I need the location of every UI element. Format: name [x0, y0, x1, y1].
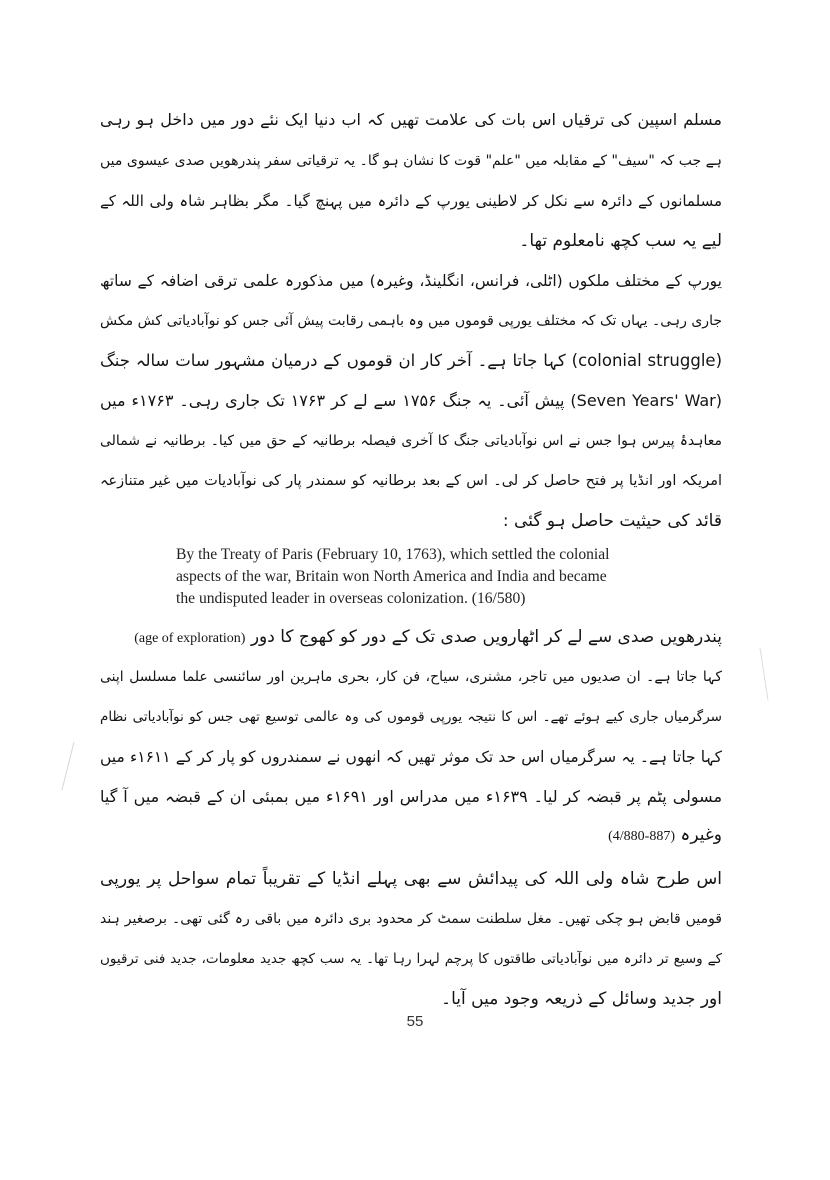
paragraph-2-line-3: (colonial struggle) کہا جاتا ہے۔ آخر کار ان قوموں کے درمیان مشہور سات سالہ جنگ [100, 351, 722, 370]
paragraph-3-line-6 [608, 818, 722, 852]
paragraph-2-line-7: قائد کی حیثیت حاصل ہو گئی : [502, 511, 722, 531]
paragraph-4-line-2: قومیں قابض ہو چکی تھیں۔ مغل سلطنت سمٹ کر محدود بری دائرہ میں باقی رہ گئی تھی۔ برصغیر ہند [100, 911, 722, 927]
english-quotation [176, 544, 736, 610]
paragraph-2-line-6: امریکہ اور انڈیا پر فتح حاصل کر لی۔ اس کے بعد برطانیہ کو سمندر پار کی نوآبادیات میں غیر متنازعہ [100, 473, 722, 489]
paragraph-2-line-2: جاری رہی۔ یہاں تک کہ مختلف یورپی قوموں میں وہ باہمی رقابت پیش آئی جس کو نوآبادیاتی کش مکش [100, 313, 722, 329]
quotation-line-2: aspects of the war, Britain won North America and India and became [176, 568, 607, 585]
paragraph-3-line-5: مسولی پٹم پر قبضہ کر لیا۔ ۱۶۳۹ء میں مدراس اور ۱۶۹۱ء میں بمبئی ان کے قبضہ میں آ گیا [100, 787, 723, 806]
scan-mark-left [62, 742, 74, 790]
paragraph-3-line-6-text: وغیرہ [680, 825, 722, 845]
paragraph-1-line-4: لیے یہ سب کچھ نامعلوم تھا۔ [519, 231, 722, 251]
quotation-line-1: By the Treaty of Paris (February 10, 1763), which settled the colonial [176, 546, 610, 563]
quotation-line-3: the undisputed leader in overseas colonization. (16/580) [176, 590, 526, 607]
paragraph-3-line-4: کہا جاتا ہے۔ یہ سرگرمیاں اس حد تک موثر تھیں کہ انھوں نے سمندروں کو پار کر کے ۱۶۱۱ء میں [100, 748, 722, 766]
paragraph-2-line-5: معاہدۂ پیرس ہوا جس نے اس نوآبادیاتی جنگ کا آخری فیصلہ برطانیہ کے حق میں کیا۔ برطانیہ نے شمالی [100, 433, 722, 449]
paragraph-1-line-1: مسلم اسپین کی ترقیاں اس بات کی علامت تھیں کہ اب دنیا ایک نئے دور میں داخل ہو رہی [100, 110, 722, 129]
paragraph-1-line-2: ہے جب کہ "سیف" کے مقابلہ میں "علم" قوت کا نشان ہو گا۔ یہ ترقیاتی سفر پندرھویں صدی عیسوی میں [100, 153, 722, 169]
paragraph-2-line-4: (Seven Years' War) پیش آئی۔ یہ جنگ ۱۷۵۶ سے لے کر ۱۷۶۳ تک جاری رہی۔ ۱۷۶۳ء میں [100, 391, 722, 410]
paragraph-4-line-4: اور جدید وسائل کے ذریعہ وجود میں آیا۔ [441, 989, 722, 1009]
paragraph-1-line-3: مسلمانوں کے دائرہ سے نکل کر لاطینی یورپ کے دائرہ میں پہنچ گیا۔ مگر بظاہر شاہ ولی اللہ کے [100, 192, 722, 210]
paragraph-3-line-2: کہا جاتا ہے۔ ان صدیوں میں تاجر، مشنری، سیاح، فن کار، بحری ماہرین اور سائنسی علما مسلسل اپنی [100, 669, 722, 685]
age-of-exploration-term: (age of exploration) [134, 631, 246, 646]
scan-mark-right [760, 648, 768, 700]
paragraph-4-line-1: اس طرح شاہ ولی اللہ کی پیدائش سے بھی پہلے انڈیا کے تقریباً تمام سواحل پر یورپی [100, 869, 722, 889]
paragraph-4-line-3: کے وسیع تر دائرہ میں نوآبادیاتی طاقتوں کا پرچم لہرا رہا تھا۔ یہ سب کچھ جدید معلومات، جدید فنی ترقیوں [100, 951, 722, 967]
paragraph-2-line-1: یورپ کے مختلف ملکوں (اٹلی، فرانس، انگلینڈ، وغیرہ) میں مذکورہ علمی ترقی اضافہ کے ساتھ [100, 272, 722, 290]
citation-4-880-887: (4/880-887) [608, 829, 676, 844]
paragraph-3-line-1-text: پندرھویں صدی سے لے کر اٹھارویں صدی تک کے دور کو کھوج کا دور [250, 627, 722, 647]
paragraph-3-line-1 [134, 620, 722, 654]
page-number: 55 [406, 1013, 424, 1030]
paragraph-3-line-3: سرگرمیاں جاری کیے ہوئے تھے۔ اس کا نتیجہ یورپی قوموں کی وہ عالمی توسیع تھی جس کو نوآبادیاتی نظام [100, 709, 722, 725]
